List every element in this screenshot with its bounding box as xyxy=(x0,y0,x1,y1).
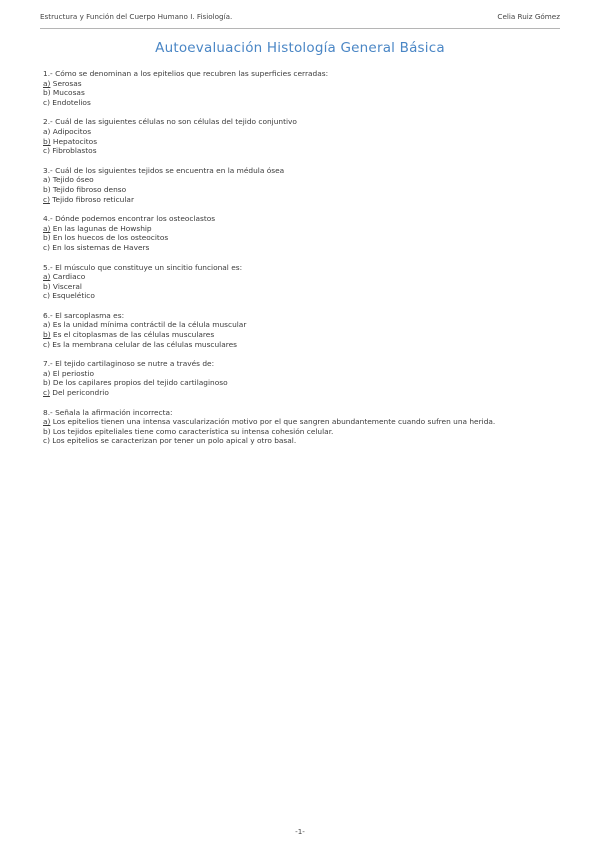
header-course-title: Estructura y Función del Cuerpo Humano I. Fisiología. xyxy=(40,12,233,21)
question-1 xyxy=(43,69,556,107)
option-letter: b) xyxy=(43,233,51,243)
question-6 xyxy=(43,311,556,349)
option-list xyxy=(43,369,556,398)
question-2 xyxy=(43,117,556,155)
header-author: Celia Ruiz Gómez xyxy=(497,12,560,21)
question-7 xyxy=(43,359,556,397)
header-divider xyxy=(40,28,560,29)
answer-option xyxy=(43,224,556,234)
option-text: Los tejidos epiteliales tiene como característica su intensa cohesión celular. xyxy=(50,426,334,436)
answer-option xyxy=(43,340,556,350)
question-text: 2.- Cuál de las siguientes células no son células del tejido conjuntivo xyxy=(43,117,297,127)
answer-option xyxy=(43,427,556,437)
page-footer xyxy=(0,827,600,836)
option-letter-marked: c) xyxy=(43,194,50,204)
option-letter-marked: b) xyxy=(43,330,51,340)
answer-option xyxy=(43,436,556,446)
answer-option xyxy=(43,79,556,89)
option-text: Tejido fibroso denso xyxy=(50,184,127,194)
option-text: Tejido fibroso reticular xyxy=(49,194,134,204)
option-text: Fibroblastos xyxy=(49,146,97,156)
answer-option xyxy=(43,88,556,98)
answer-option xyxy=(43,233,556,243)
option-text: Tejido óseo xyxy=(50,175,94,185)
option-letter: a) xyxy=(43,320,51,330)
answer-option xyxy=(43,185,556,195)
option-list xyxy=(43,79,556,108)
option-text: En los huecos de los osteocitos xyxy=(50,233,169,243)
question-list xyxy=(43,69,556,456)
question-8 xyxy=(43,408,556,446)
option-text: Endotelios xyxy=(49,97,91,107)
option-letter: c) xyxy=(43,146,50,156)
option-letter: c) xyxy=(43,291,50,301)
option-letter-marked: c) xyxy=(43,388,50,398)
answer-option xyxy=(43,98,556,108)
answer-option xyxy=(43,195,556,205)
option-letter: b) xyxy=(43,184,51,194)
option-text: Serosas xyxy=(50,78,82,88)
option-list xyxy=(43,127,556,156)
question-text: 1.- Cómo se denominan a los epitelios que recubren las superficies cerradas: xyxy=(43,69,329,78)
question-text: 3.- Cuál de los siguientes tejidos se encuentra en la médula ósea xyxy=(43,165,285,175)
option-list xyxy=(43,417,556,446)
option-text: Del pericondrio xyxy=(49,388,109,398)
question-3 xyxy=(43,166,556,204)
answer-option xyxy=(43,175,556,185)
option-text: Es la membrana celular de las células musculares xyxy=(49,339,238,349)
option-text: En los sistemas de Havers xyxy=(49,242,150,252)
question-text: 6.- El sarcoplasma es: xyxy=(43,310,125,320)
answer-option xyxy=(43,282,556,292)
option-list xyxy=(43,175,556,204)
question-5 xyxy=(43,263,556,301)
option-text: Los epitelios se caracterizan por tener un polo apical y otro basal. xyxy=(49,436,297,446)
answer-option xyxy=(43,388,556,398)
option-text: Mucosas xyxy=(50,88,85,98)
option-letter: c) xyxy=(43,97,50,107)
page-number: -1- xyxy=(295,827,305,836)
option-text: Adipocitos xyxy=(50,126,92,136)
option-letter: b) xyxy=(43,88,51,98)
answer-option xyxy=(43,417,556,427)
option-text: Cardiaco xyxy=(50,272,86,282)
option-text: Es la unidad mínima contráctil de la célula muscular xyxy=(50,320,247,330)
answer-option xyxy=(43,378,556,388)
option-letter-marked: a) xyxy=(43,78,51,88)
option-letter: a) xyxy=(43,368,51,378)
option-letter: c) xyxy=(43,436,50,446)
page-header xyxy=(40,12,560,21)
question-text: 4.- Dónde podemos encontrar los osteoclastos xyxy=(43,214,216,224)
option-letter: c) xyxy=(43,339,50,349)
option-text: Visceral xyxy=(50,281,82,291)
option-letter: b) xyxy=(43,426,51,436)
option-text: Hepatocitos xyxy=(50,136,98,146)
option-text: Los epitelios tienen una intensa vascularización motivo por el que sangren abundantemente cuando sufren una herida. xyxy=(50,417,496,427)
option-letter: c) xyxy=(43,242,50,252)
option-text: El periostio xyxy=(50,368,95,378)
option-letter-marked: a) xyxy=(43,223,51,233)
answer-option xyxy=(43,320,556,330)
option-text: Esquelético xyxy=(49,291,95,301)
option-letter-marked: b) xyxy=(43,136,51,146)
answer-option xyxy=(43,127,556,137)
option-letter: a) xyxy=(43,175,51,185)
option-list xyxy=(43,224,556,253)
option-text: De los capilares propios del tejido cartilaginoso xyxy=(50,378,228,388)
option-text: En las lagunas de Howship xyxy=(50,223,152,233)
option-letter: b) xyxy=(43,378,51,388)
option-letter-marked: a) xyxy=(43,272,51,282)
question-text: 5.- El músculo que constituye un sincitio funcional es: xyxy=(43,262,243,272)
option-text: Es el citoplasmas de las células musculares xyxy=(50,330,215,340)
answer-option xyxy=(43,272,556,282)
question-text: 8.- Señala la afirmación incorrecta: xyxy=(43,407,173,417)
option-letter: a) xyxy=(43,126,51,136)
answer-option xyxy=(43,369,556,379)
question-text: 7.- El tejido cartilaginoso se nutre a través de: xyxy=(43,359,215,369)
option-list xyxy=(43,272,556,301)
option-list xyxy=(43,320,556,349)
answer-option xyxy=(43,137,556,147)
option-letter-marked: a) xyxy=(43,417,51,427)
answer-option xyxy=(43,146,556,156)
option-letter: b) xyxy=(43,281,51,291)
question-4 xyxy=(43,214,556,252)
answer-option xyxy=(43,243,556,253)
answer-option xyxy=(43,330,556,340)
answer-option xyxy=(43,291,556,301)
document-title: Autoevaluación Histología General Básica xyxy=(155,40,445,56)
